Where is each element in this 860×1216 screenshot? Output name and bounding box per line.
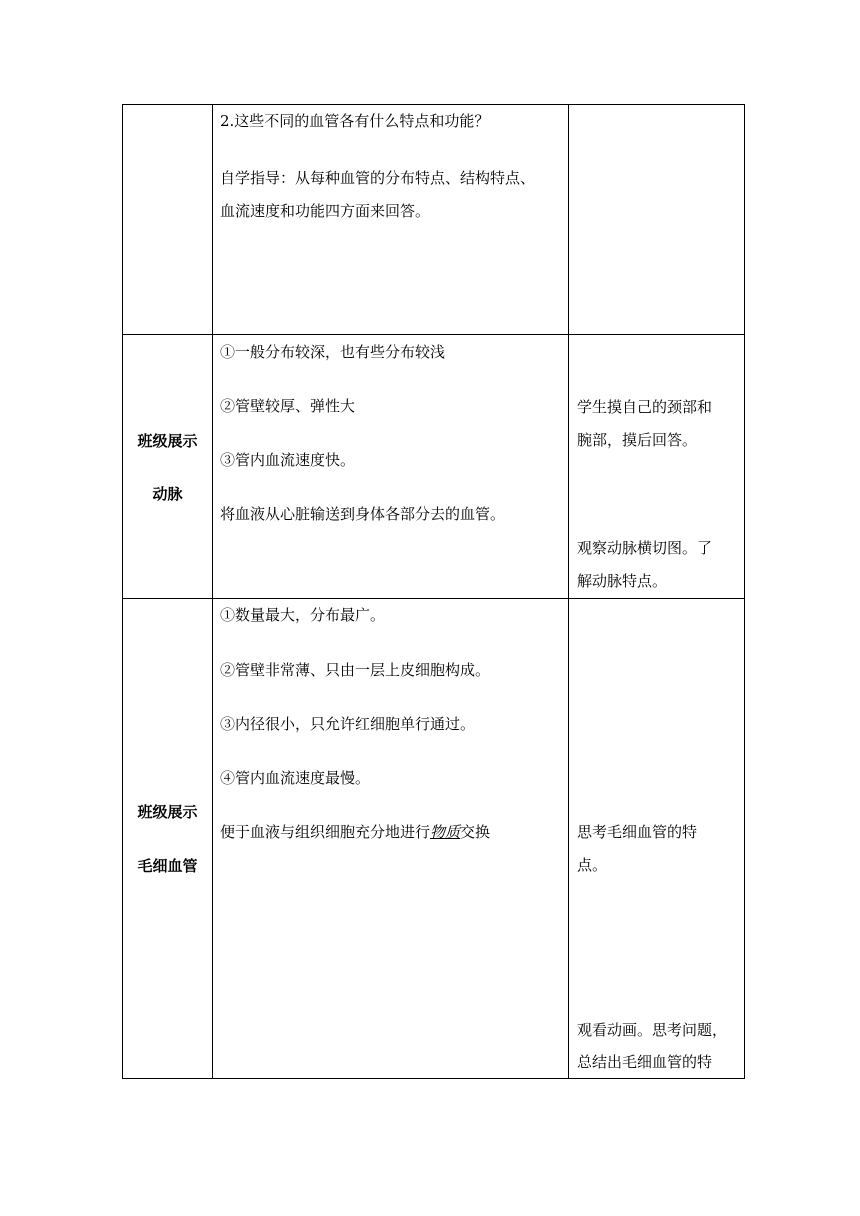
content-line: ③管内血流速度快。 <box>220 451 356 469</box>
note-line: 思考毛细血管的特 <box>577 823 698 841</box>
table-border-left <box>122 104 123 1079</box>
content-line: 将血液从心脏输送到身体各部分去的血管。 <box>220 505 506 523</box>
row-label: 班级展示 <box>137 432 198 450</box>
note-line: 总结出毛细血管的特 <box>577 1053 713 1071</box>
table-border-right <box>744 104 745 1079</box>
note-line: 腕部，摸后回答。 <box>577 431 698 449</box>
content-line: ②管壁较厚、弹性大 <box>220 397 356 415</box>
content-text: 便于血液与组织细胞充分地进行 <box>220 823 431 841</box>
content-text: 交换 <box>460 823 491 841</box>
column-divider <box>212 104 213 1079</box>
guidance-text: 自学指导：从每种血管的分布特点、结构特点、 <box>220 169 536 187</box>
content-line: ①一般分布较深，也有些分布较浅 <box>220 343 446 361</box>
note-line: 点。 <box>577 856 608 874</box>
note-line: 观看动画。思考问题， <box>577 1021 728 1039</box>
content-line: ①数量最大，分布最广。 <box>220 606 386 624</box>
table-border-top <box>122 104 745 105</box>
guidance-text: 血流速度和功能四方面来回答。 <box>220 202 431 220</box>
row-label: 班级展示 <box>137 803 198 821</box>
question-text: 2.这些不同的血管各有什么特点和功能？ <box>220 112 490 130</box>
emphasized-term: 物质 <box>430 823 461 841</box>
content-line: ②管壁非常薄、只由一层上皮细胞构成。 <box>220 661 491 679</box>
note-line: 解动脉特点。 <box>577 572 668 590</box>
content-line: ④管内血流速度最慢。 <box>220 769 371 787</box>
row-divider <box>122 334 745 335</box>
row-label: 毛细血管 <box>137 857 198 875</box>
content-line <box>220 822 490 842</box>
column-divider <box>568 104 569 1079</box>
note-line: 观察动脉横切图。了 <box>577 539 713 557</box>
row-label: 动脉 <box>152 485 183 503</box>
row-divider <box>122 598 745 599</box>
table-border-bottom <box>122 1078 745 1079</box>
content-line: ③内径很小，只允许红细胞单行通过。 <box>220 715 476 733</box>
note-line: 学生摸自己的颈部和 <box>577 398 713 416</box>
